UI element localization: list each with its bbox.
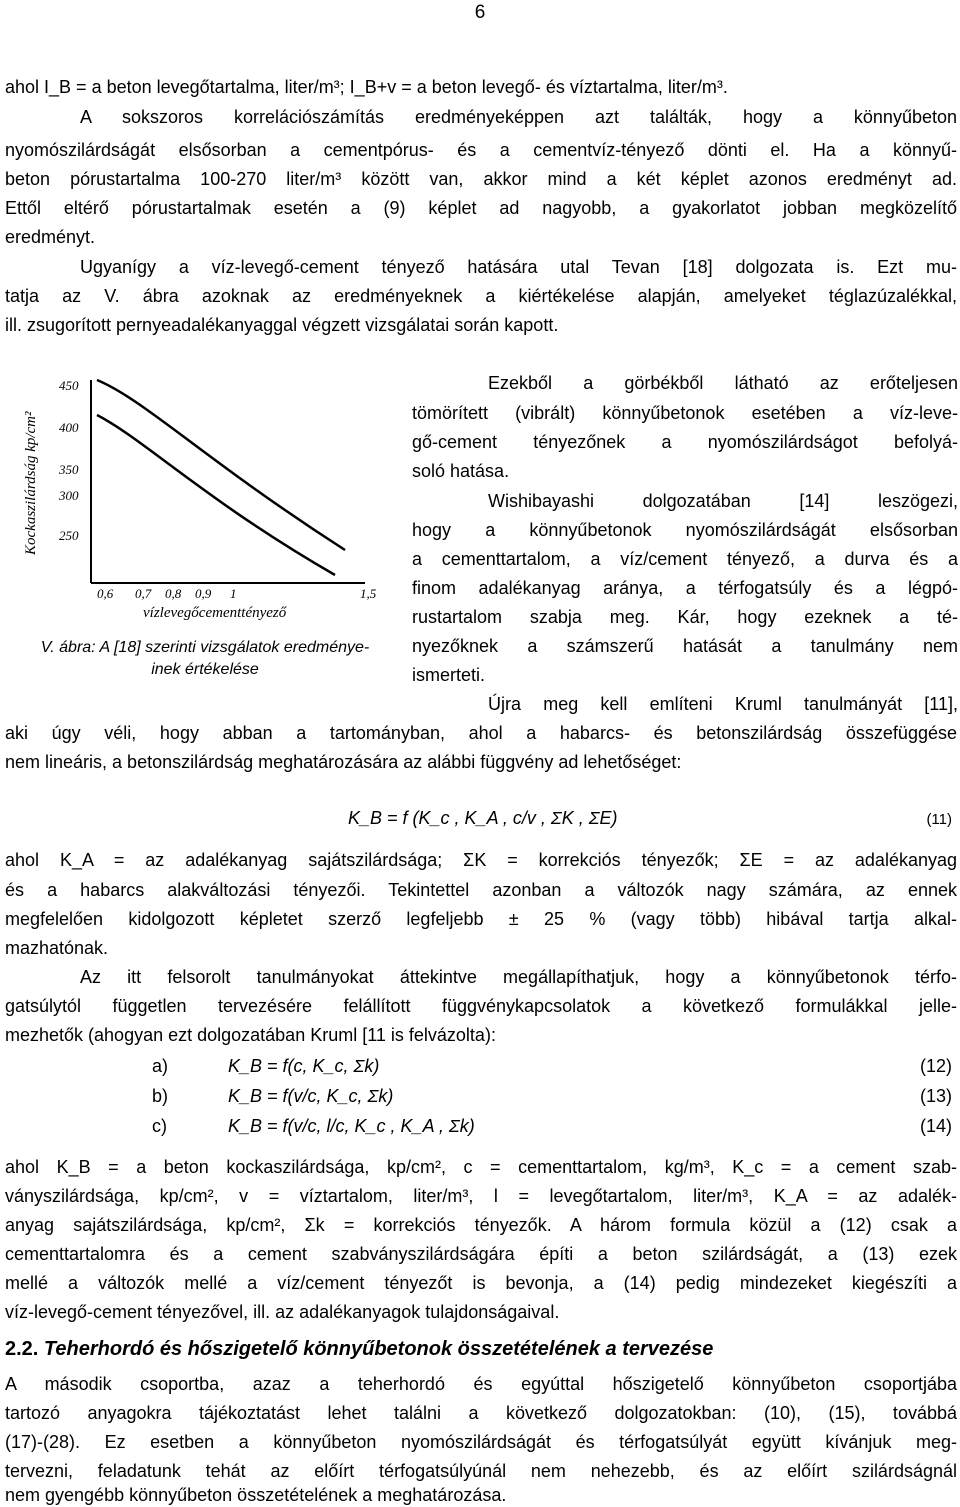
paragraph-line: mellé a változók mellé a víz/cement tényezőt is bevonja, a (14) pedig mindezeket kiegészíti a (5, 1273, 957, 1293)
formula-label: b) (152, 1086, 169, 1106)
paragraph-line: ványszilárdsága, kp/cm², v = víztartalom, liter/m³, l = levegőtartalom, liter/m³, K_A = az adalék- (5, 1186, 957, 1206)
paragraph-line: ismerteti. (412, 665, 486, 685)
paragraph-line: aki úgy véli, hogy abban a tartományban, ahol a habarcs- és betonszilárdság összefüggése (5, 723, 957, 743)
paragraph-line: ahol I_B = a beton levegőtartalma, liter/m³; I_B+v = a beton levegő- és víztartalma, liter/m³. (5, 77, 728, 97)
formula-label: a) (152, 1056, 169, 1076)
paragraph-line: ahol K_B = a beton kockaszilárdsága, kp/cm², c = cementtartalom, kg/m³, K_c = a cement szab- (5, 1157, 957, 1177)
paragraph-line: nyezőknek a számszerű hatását a tanulmány nem (412, 636, 958, 656)
formula-12: K_B = f(c, K_c, Σk) (228, 1056, 380, 1076)
formula-11: K_B = f (K_c , K_A , c/v , ΣK , ΣE) (348, 808, 618, 828)
paragraph-line: A sokszoros korrelációszámítás eredményeképpen azt találták, hogy a könnyűbeton (80, 107, 957, 127)
paragraph-line: gatsúlytól független tervezésére felállított függvénykapcsolatok a következő formulákkal jelle- (5, 996, 957, 1016)
paragraph-line: ahol K_A = az adalékanyag sajátszilárdsága; ΣK = korrekciós tényezők; ΣE = az adalékanyag (5, 850, 957, 870)
section-number: 2.2. (5, 1338, 39, 1360)
paragraph-line: megfelelően kidolgozott képletet szerző legfeljebb ± 25 % (vagy több) hibával tartja alkal- (5, 909, 957, 929)
paragraph-line: Ettől eltérő pórustartalmak esetén a (9) képlet ad nagyobb, a gyakorlatot jobban megközelítő (5, 198, 957, 218)
chart-x-tick: 1 (230, 586, 237, 601)
chart-y-tick: 450 (59, 378, 79, 393)
paragraph-line: víz-levegő-cement tényezővel, ill. az adalékanyagok tulajdonságaival. (5, 1302, 560, 1322)
chart-x-tick: 0,7 (135, 586, 152, 601)
chart-x-tick: 0,6 (97, 586, 114, 601)
curve-lower (97, 415, 335, 575)
paragraph-line: gő-cement tényezőnek a nyomószilárdságot befolyá- (412, 432, 958, 452)
paragraph-line: tartozó anyagokra tájékoztatást lehet találni a következő dolgozatokban: (10), (15), továbbá (5, 1403, 957, 1423)
section-heading (5, 1338, 713, 1361)
paragraph-line: a cementtartalom, a víz/cement tényező, a durva és a (412, 549, 958, 569)
strength-curve-chart (5, 340, 405, 635)
paragraph-line: anyag sajátszilárdsága, kp/cm², Σk = korrekciós tényezők. A három formula közül a (12) csak a (5, 1215, 957, 1235)
paragraph-line: tervezni, feladatunk tehát az előírt térfogatsúlyúnál nem nehezebb, és az előírt szilárdságnál (5, 1461, 957, 1481)
paragraph-line: rustartalom szabja meg. Kár, hogy ezeknek a té- (412, 607, 958, 627)
figure-caption: inek értékelése (151, 661, 259, 678)
paragraph-line: nem gyengébb könnyűbeton összetételének a meghatározása. (5, 1485, 507, 1505)
chart-y-tick: 300 (59, 488, 79, 503)
paragraph-line: nyomószilárdságát elsősorban a cementpórus- és a cementvíz-tényező dönti el. Ha a könnyű- (5, 140, 957, 160)
chart-y-label: Kockaszilárdság kp/cm² (23, 411, 39, 555)
chart-x-tick: 0,8 (165, 586, 182, 601)
paragraph-line: mazhatónak. (5, 938, 109, 958)
paragraph-line: tatja az V. ábra azoknak az eredményeknek a kiértékelése alapján, amelyeket téglazúzalékkal, (5, 286, 957, 306)
chart-x-tick: 1,5 (360, 586, 377, 601)
paragraph-line: Ugyanígy a víz-levegő-cement tényező hatására utal Tevan [18] dolgozata is. Ezt mu- (80, 257, 957, 277)
equation-number: (13) (919, 1086, 952, 1106)
paragraph-line: cementtartalomra és a cement szabványszilárdságára építi a beton szilárdságát, a (13) ezek (5, 1244, 957, 1264)
paragraph-line: mezhetők (ahogyan ezt dolgozatában Kruml [11 is felvázolta): (5, 1025, 496, 1045)
paragraph-line: hogy a könnyűbetonok nyomószilárdságát elsősorban (412, 520, 958, 540)
paragraph-line: Az itt felsorolt tanulmányokat áttekintve megállapíthatjuk, hogy a könnyűbetonok térfo- (80, 967, 957, 987)
formula-14: K_B = f(v/c, l/c, K_c , K_A , Σk) (228, 1116, 475, 1136)
chart-y-tick: 350 (59, 462, 79, 477)
figure-caption: V. ábra: A [18] szerinti vizsgálatok eredménye- (40, 639, 370, 656)
paragraph-line: Újra meg kell említeni Kruml tanulmányát [11], (488, 694, 958, 714)
paragraph-line: Wishibayashi dolgozatában [14] leszögezi, (488, 491, 958, 511)
chart-y-tick: 250 (59, 528, 79, 543)
paragraph-line: beton pórustartalma 100-270 liter/m³ között van, akkor mind a két képlet azonos eredményt ad. (5, 169, 957, 189)
chart-y-tick: 400 (59, 420, 79, 435)
paragraph-line: nem lineáris, a betonszilárdság meghatározására az alábbi függvény ad lehetőséget: (5, 752, 682, 772)
paragraph-line: soló hatása. (412, 461, 510, 481)
page-number: 6 (474, 2, 486, 23)
formula-13: K_B = f(v/c, K_c, Σk) (228, 1086, 394, 1106)
section-title: Teherhordó és hőszigetelő könnyűbetonok összetételének a tervezése (43, 1338, 714, 1360)
paragraph-line: eredményt. (5, 227, 96, 247)
chart-x-label: vízlevegőcementtényező (143, 605, 287, 621)
paragraph-line: Ezekből a görbékből látható az erőteljesen (488, 373, 958, 393)
paragraph-line: finom adalékanyag aránya, a térfogatsúly és a légpó- (412, 578, 958, 598)
chart-x-tick: 0,9 (195, 586, 212, 601)
equation-number: (14) (919, 1116, 952, 1136)
paragraph-line: (17)-(28). Ez esetben a könnyűbeton nyomószilárdságát és térfogatsúlyát együtt kívánjuk meg- (5, 1432, 957, 1452)
paragraph-line: A második csoportba, azaz a teherhordó és egyúttal hőszigetelő könnyűbeton csoportjába (5, 1374, 957, 1394)
formula-label: c) (152, 1116, 167, 1136)
paragraph-line: és a habarcs alakváltozási tényezői. Tekintettel azonban a változók nagy számára, az ennek (5, 880, 957, 900)
equation-number: (12) (919, 1056, 952, 1076)
paragraph-line: tömörített (vibrált) könnyűbetonok esetében a víz-leve- (412, 403, 958, 423)
figure-v (5, 340, 405, 635)
curve-upper (97, 380, 345, 550)
paragraph-line: ill. zsugorított pernyeadalékanyaggal végzett vizsgálatai során kapott. (5, 315, 559, 335)
equation-number: (11) (926, 811, 952, 828)
